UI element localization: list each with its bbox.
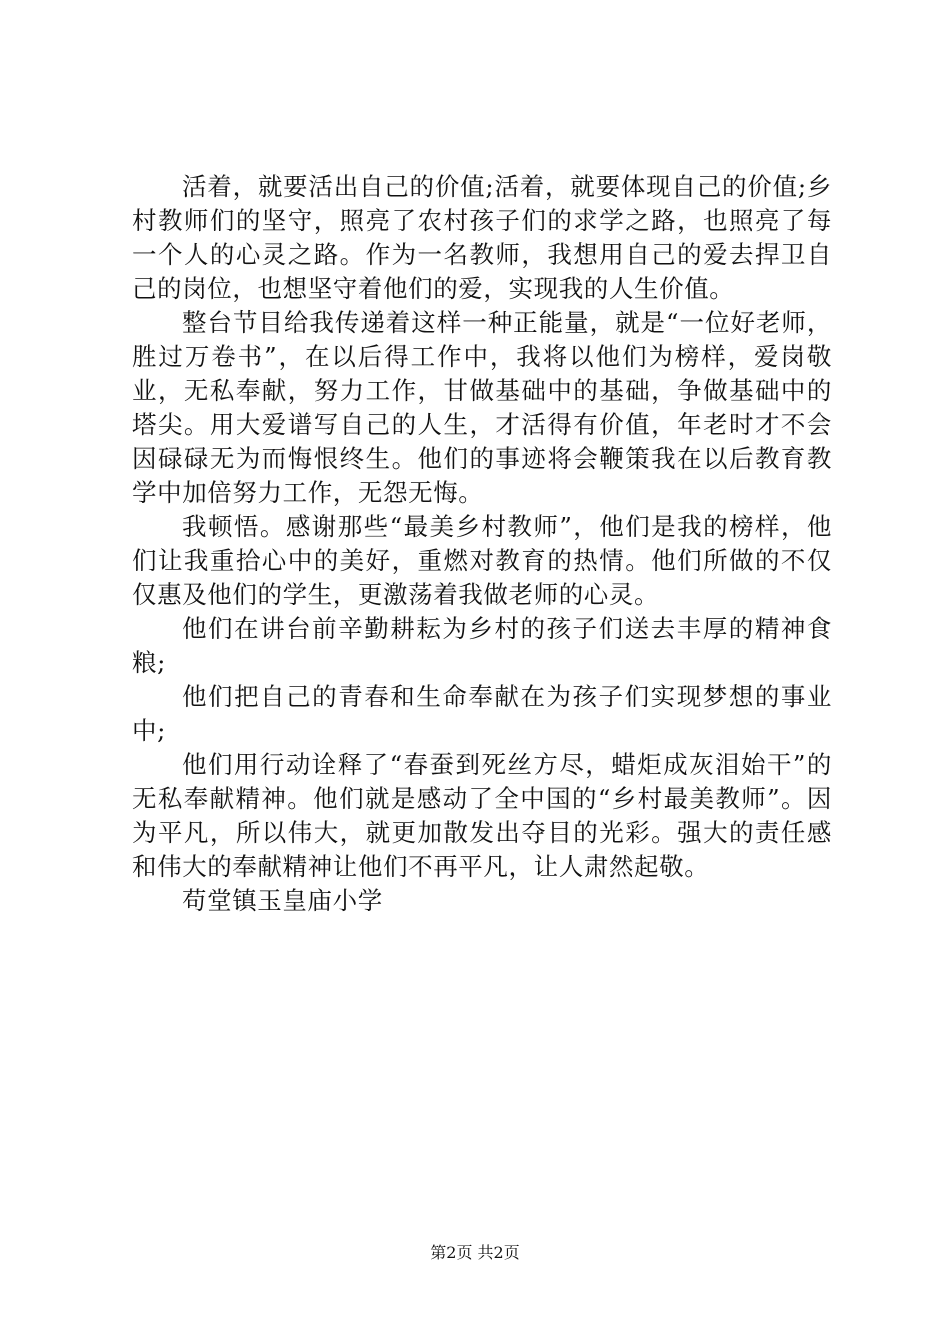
signature-line: 苟堂镇玉皇庙小学 xyxy=(182,886,383,915)
body-paragraph: 他们用行动诠释了“春蚕到死丝方尽，蜡炬成灰泪始干”的无私奉献精神。他们就是感动了全中国的“乡村最美教师”。因为平凡，所以伟大，就更加散发出夺目的光彩。强大的责任感和伟大的奉献精神让他们不再平凡，让人肃然起敬。 xyxy=(132,750,832,881)
body-paragraph: 整台节目给我传递着这样一种正能量，就是“一位好老师，胜过万卷书”，在以后得工作中，我将以他们为榜样，爱岗敬业，无私奉献，努力工作，甘做基础中的基础，争做基础中的塔尖。用大爱谱写自己的人生，才活得有价值，年老时才不会因碌碌无为而悔恨终生。他们的事迹将会鞭策我在以后教育教学中加倍努力工作，无怨无悔。 xyxy=(132,308,832,507)
page-number-footer: 第2页 共2页 xyxy=(430,1243,520,1262)
body-paragraph: 他们在讲台前辛勤耕耘为乡村的孩子们送去丰厚的精神食粮; xyxy=(132,614,832,677)
body-paragraph: 他们把自己的青春和生命奉献在为孩子们实现梦想的事业中; xyxy=(132,682,832,745)
document-body xyxy=(132,170,832,918)
body-paragraph: 活着，就要活出自己的价值;活着，就要体现自己的价值;乡村教师们的坚守，照亮了农村孩子们的求学之路，也照亮了每一个人的心灵之路。作为一名教师，我想用自己的爱去捍卫自己的岗位，也想坚守着他们的爱，实现我的人生价值。 xyxy=(132,172,832,303)
body-paragraph: 我顿悟。感谢那些“最美乡村教师”，他们是我的榜样，他们让我重拾心中的美好，重燃对教育的热情。他们所做的不仅仅惠及他们的学生，更激荡着我做老师的心灵。 xyxy=(132,512,832,609)
